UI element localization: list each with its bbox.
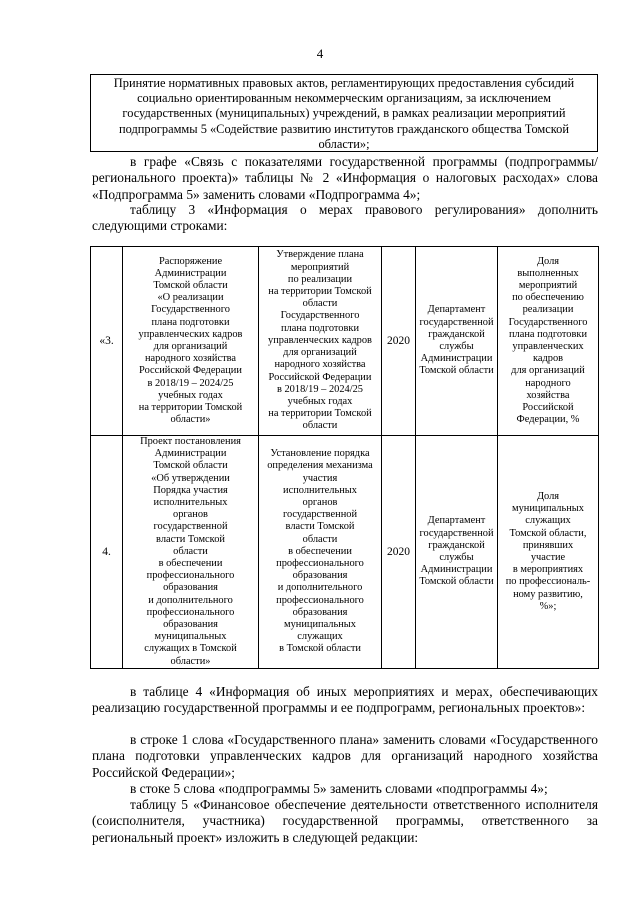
paragraph-text: таблицу 3 «Информация о мерах правового регулирования» дополнить следующими строками: <box>92 202 598 234</box>
row-number-cell: 4. <box>91 436 123 669</box>
row-number-cell: «3. <box>91 247 123 436</box>
paragraph-row-1-replace <box>92 732 598 781</box>
paragraph-text: таблицу 5 «Финансовое обеспечение деятельности ответственного исполнителя (соисполнителя, участника) государственной программы, ответственного за региональный проект» изложить в следующей редакции: <box>92 797 598 845</box>
indicator-cell: Доля муниципальных служащих Томской области, принявших участие в мероприятиях по профессиональ- ному развитию, %»; <box>498 436 599 669</box>
paragraph-text: в таблице 4 «Информация об иных мероприятиях и мерах, обеспечивающих реализацию государственной программы и ее подпрограмм, региональных проектов»: <box>92 684 598 716</box>
year-cell: 2020 <box>382 436 416 669</box>
executor-cell: Департамент государственной гражданской службы Администрации Томской области <box>416 247 498 436</box>
executor-cell: Департамент государственной гражданской службы Администрации Томской области <box>416 436 498 669</box>
table-row <box>91 436 599 669</box>
table-row <box>91 247 599 436</box>
legal-act-cell: Распоряжение Администрации Томской области «О реализации Государственного плана подготовки управленческих кадров для организаций народного хозяйства Российской Федерации в 2018/19 – 2024/25 учебных годах на территории Томской области» <box>123 247 259 436</box>
indicator-cell: Доля выполненных мероприятий по обеспечению реализации Государственного плана подготовки управленческих кадров для организаций народного хозяйства Российской Федерации, % <box>498 247 599 436</box>
paragraph-text: в стоке 5 слова «подпрограммы 5» заменить словами «подпрограммы 4»; <box>130 781 548 796</box>
paragraph-text: в графе «Связь с показателями государственной программы (подпрограммы/регионального проекта)» таблицы № 2 «Информация о налоговых расходах» слова «Подпрограмма 5» заменить словами «Подпрограмма 4»; <box>92 154 598 202</box>
legal-measures-table <box>90 246 599 669</box>
year-cell: 2020 <box>382 247 416 436</box>
boxed-row-text: Принятие нормативных правовых актов, регламентирующих предоставления субсидий социально ориентированным некоммерческим организациям, за исключением государственных (муниципальных) учреждений, в рамках реализации мероприятий подпрограммы 5 «Содействие развитию институтов гражданского общества Томской области»; <box>90 74 598 152</box>
paragraph-replace-subprogram-5 <box>92 154 598 203</box>
paragraph-text: в строке 1 слова «Государственного плана» заменить словами «Государственного плана подготовки управленческих кадров для организаций народного хозяйства Российской Федерации»; <box>92 732 598 780</box>
paragraph-row-5-replace <box>92 781 598 797</box>
paragraph-table-4-intro <box>92 684 598 717</box>
page-number: 4 <box>316 46 324 61</box>
paragraph-table-5-new-edition <box>92 797 598 846</box>
paragraph-add-rows-table-3 <box>92 202 598 235</box>
act-content-cell: Утверждение плана мероприятий по реализации на территории Томской области Государственного плана подготовки управленческих кадров для организаций народного хозяйства Российской Федерации в 2018/19 – 2024/25 учебных годах на территории Томской области <box>259 247 382 436</box>
act-content-cell: Установление порядка определения механизма участия исполнительных органов государственной власти Томской области в обеспечении профессионального образования и дополнительного профессионального образования муниципальных служащих в Томской области <box>259 436 382 669</box>
legal-act-cell: Проект постановления Администрации Томской области «Об утверждении Порядка участия исполнительных органов государственной власти Томской области в обеспечении профессионального образования и дополнительного профессионального образования муниципальных служащих в Томской области» <box>123 436 259 669</box>
